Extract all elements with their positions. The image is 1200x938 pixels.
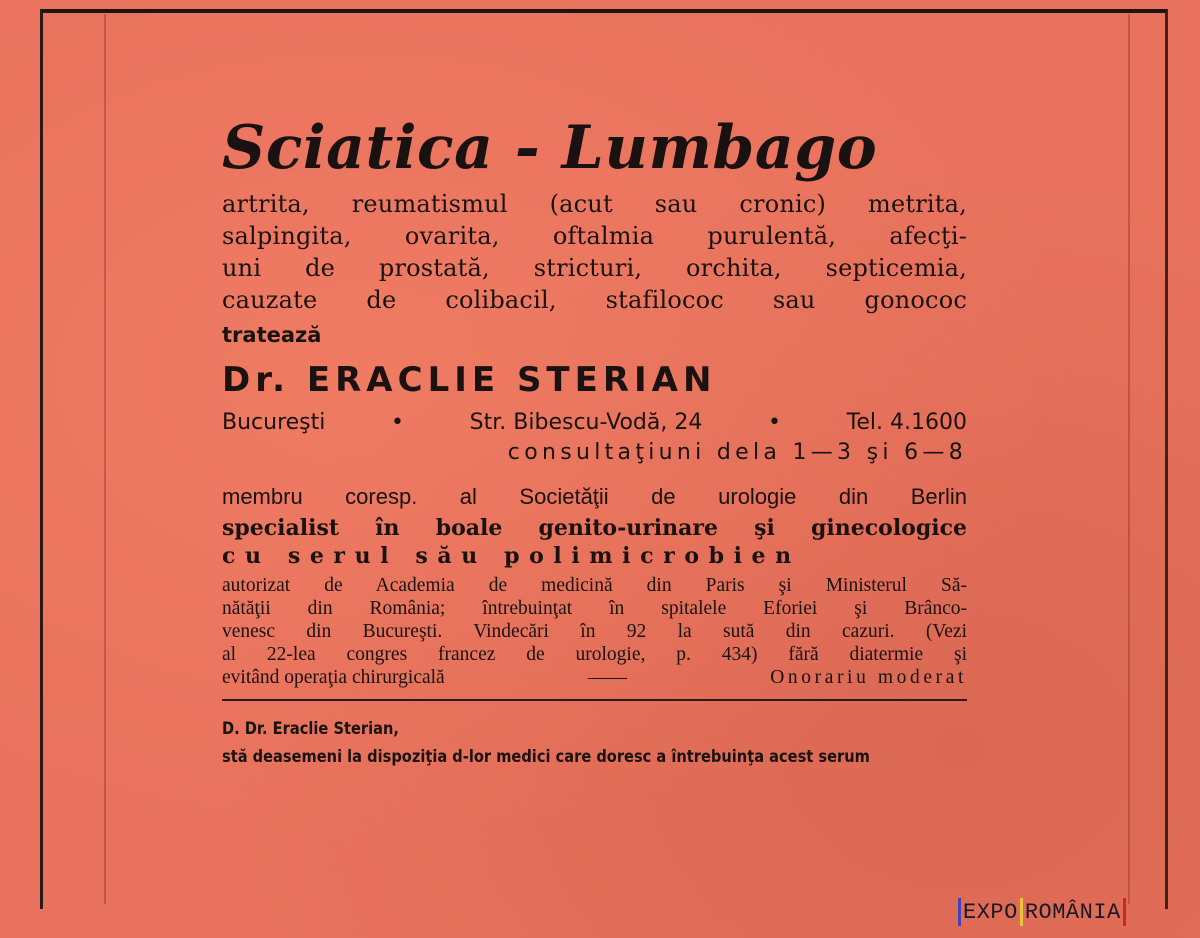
consultation-hours: consultaţiuni dela 1—3 şi 6—8 <box>507 440 967 465</box>
flag-bar-red <box>1123 898 1126 926</box>
advertisement <box>222 112 967 771</box>
doctors-note <box>222 715 870 771</box>
divider <box>222 699 967 701</box>
authorization-text <box>222 574 967 689</box>
fee-text: Onorariu moderat <box>770 667 967 688</box>
fold-line-left <box>104 14 106 904</box>
authorization-line: nătăţii din România; întrebuinţat în spitalele Eforiei şi Brânco- <box>222 598 967 619</box>
address-line <box>222 408 967 438</box>
authorization-line: al 22-lea congres francez de urologie, p. 434) fără diatermie şi <box>222 644 967 665</box>
address-city: Bucureşti <box>222 410 326 435</box>
specialist-text: specialist în boale genito-urinare şi ginecologice <box>222 515 967 541</box>
authorization-last-line <box>222 666 967 689</box>
conditions-text <box>222 188 967 316</box>
address-phone: Tel. 4.1600 <box>846 410 967 435</box>
expo-romania-watermark <box>956 893 1188 931</box>
separator-dot: • <box>391 410 405 435</box>
watermark-left-text: EXPO <box>963 899 1018 925</box>
membership-text: membru coresp. al Societăţii de urologie din Berlin <box>222 484 967 509</box>
conditions-line: cauzate de colibacil, stafilococ sau gonococ <box>222 286 967 314</box>
doctor-name: Dr. ERACLIE STERIAN <box>222 360 717 400</box>
authorization-line: autorizat de Academia de medicină din Paris şi Ministerul Să- <box>222 575 967 596</box>
authorization-line: venesc din Bucureşti. Vindecări în 92 la sută din cazuri. (Vezi <box>222 621 967 642</box>
dash: —— <box>587 667 627 688</box>
flag-bar-blue <box>958 898 961 926</box>
conditions-line: uni de prostată, stricturi, orchita, septicemia, <box>222 254 967 282</box>
headline: Sciatica - Lumbago <box>222 113 878 183</box>
surgery-text: evitând operaţia chirurgicală <box>222 667 445 688</box>
address-street: Str. Bibescu-Vodă, 24 <box>469 410 703 435</box>
note-line: stă deasemeni la dispoziţia d-lor medici care doresc a întrebuinţa acest serum <box>222 747 870 767</box>
fold-line-right <box>1128 14 1130 904</box>
conditions-line: salpingita, ovarita, oftalmia purulentă, afecţi- <box>222 222 967 250</box>
watermark-right-text: ROMÂNIA <box>1024 899 1121 925</box>
flag-bar-yellow <box>1020 898 1023 926</box>
conditions-line: artrita, reumatismul (acut sau cronic) metrita, <box>222 190 967 218</box>
separator-dot: • <box>768 410 781 435</box>
serum-text: cu serul său polimicrobien <box>222 543 801 569</box>
treats-label: tratează <box>222 323 322 347</box>
note-line: D. Dr. Eraclie Sterian, <box>222 719 399 739</box>
